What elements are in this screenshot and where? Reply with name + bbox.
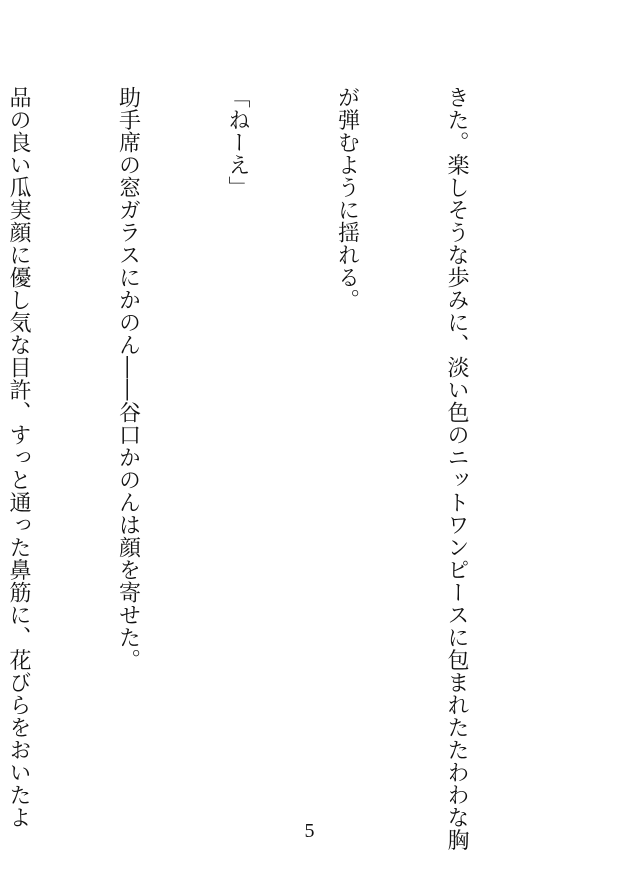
text-line: 「ねーえ」: [225, 86, 250, 199]
page-number: 5: [304, 820, 315, 842]
vertical-text-block: [0, 86, 547, 851]
text-line: きた。楽しそうな歩みに、淡い色のニットワンピースに包まれたたわわな胸: [444, 86, 469, 851]
text-line: が弾むように揺れる。: [334, 86, 360, 311]
text-line: 品の良い瓜実顔に優し気な目許、すっと通った鼻筋に、花びらをおいたよ: [6, 86, 31, 829]
text-line: 助手席の窓ガラスにかのん――谷口かのんは顔を寄せた。: [115, 86, 141, 671]
